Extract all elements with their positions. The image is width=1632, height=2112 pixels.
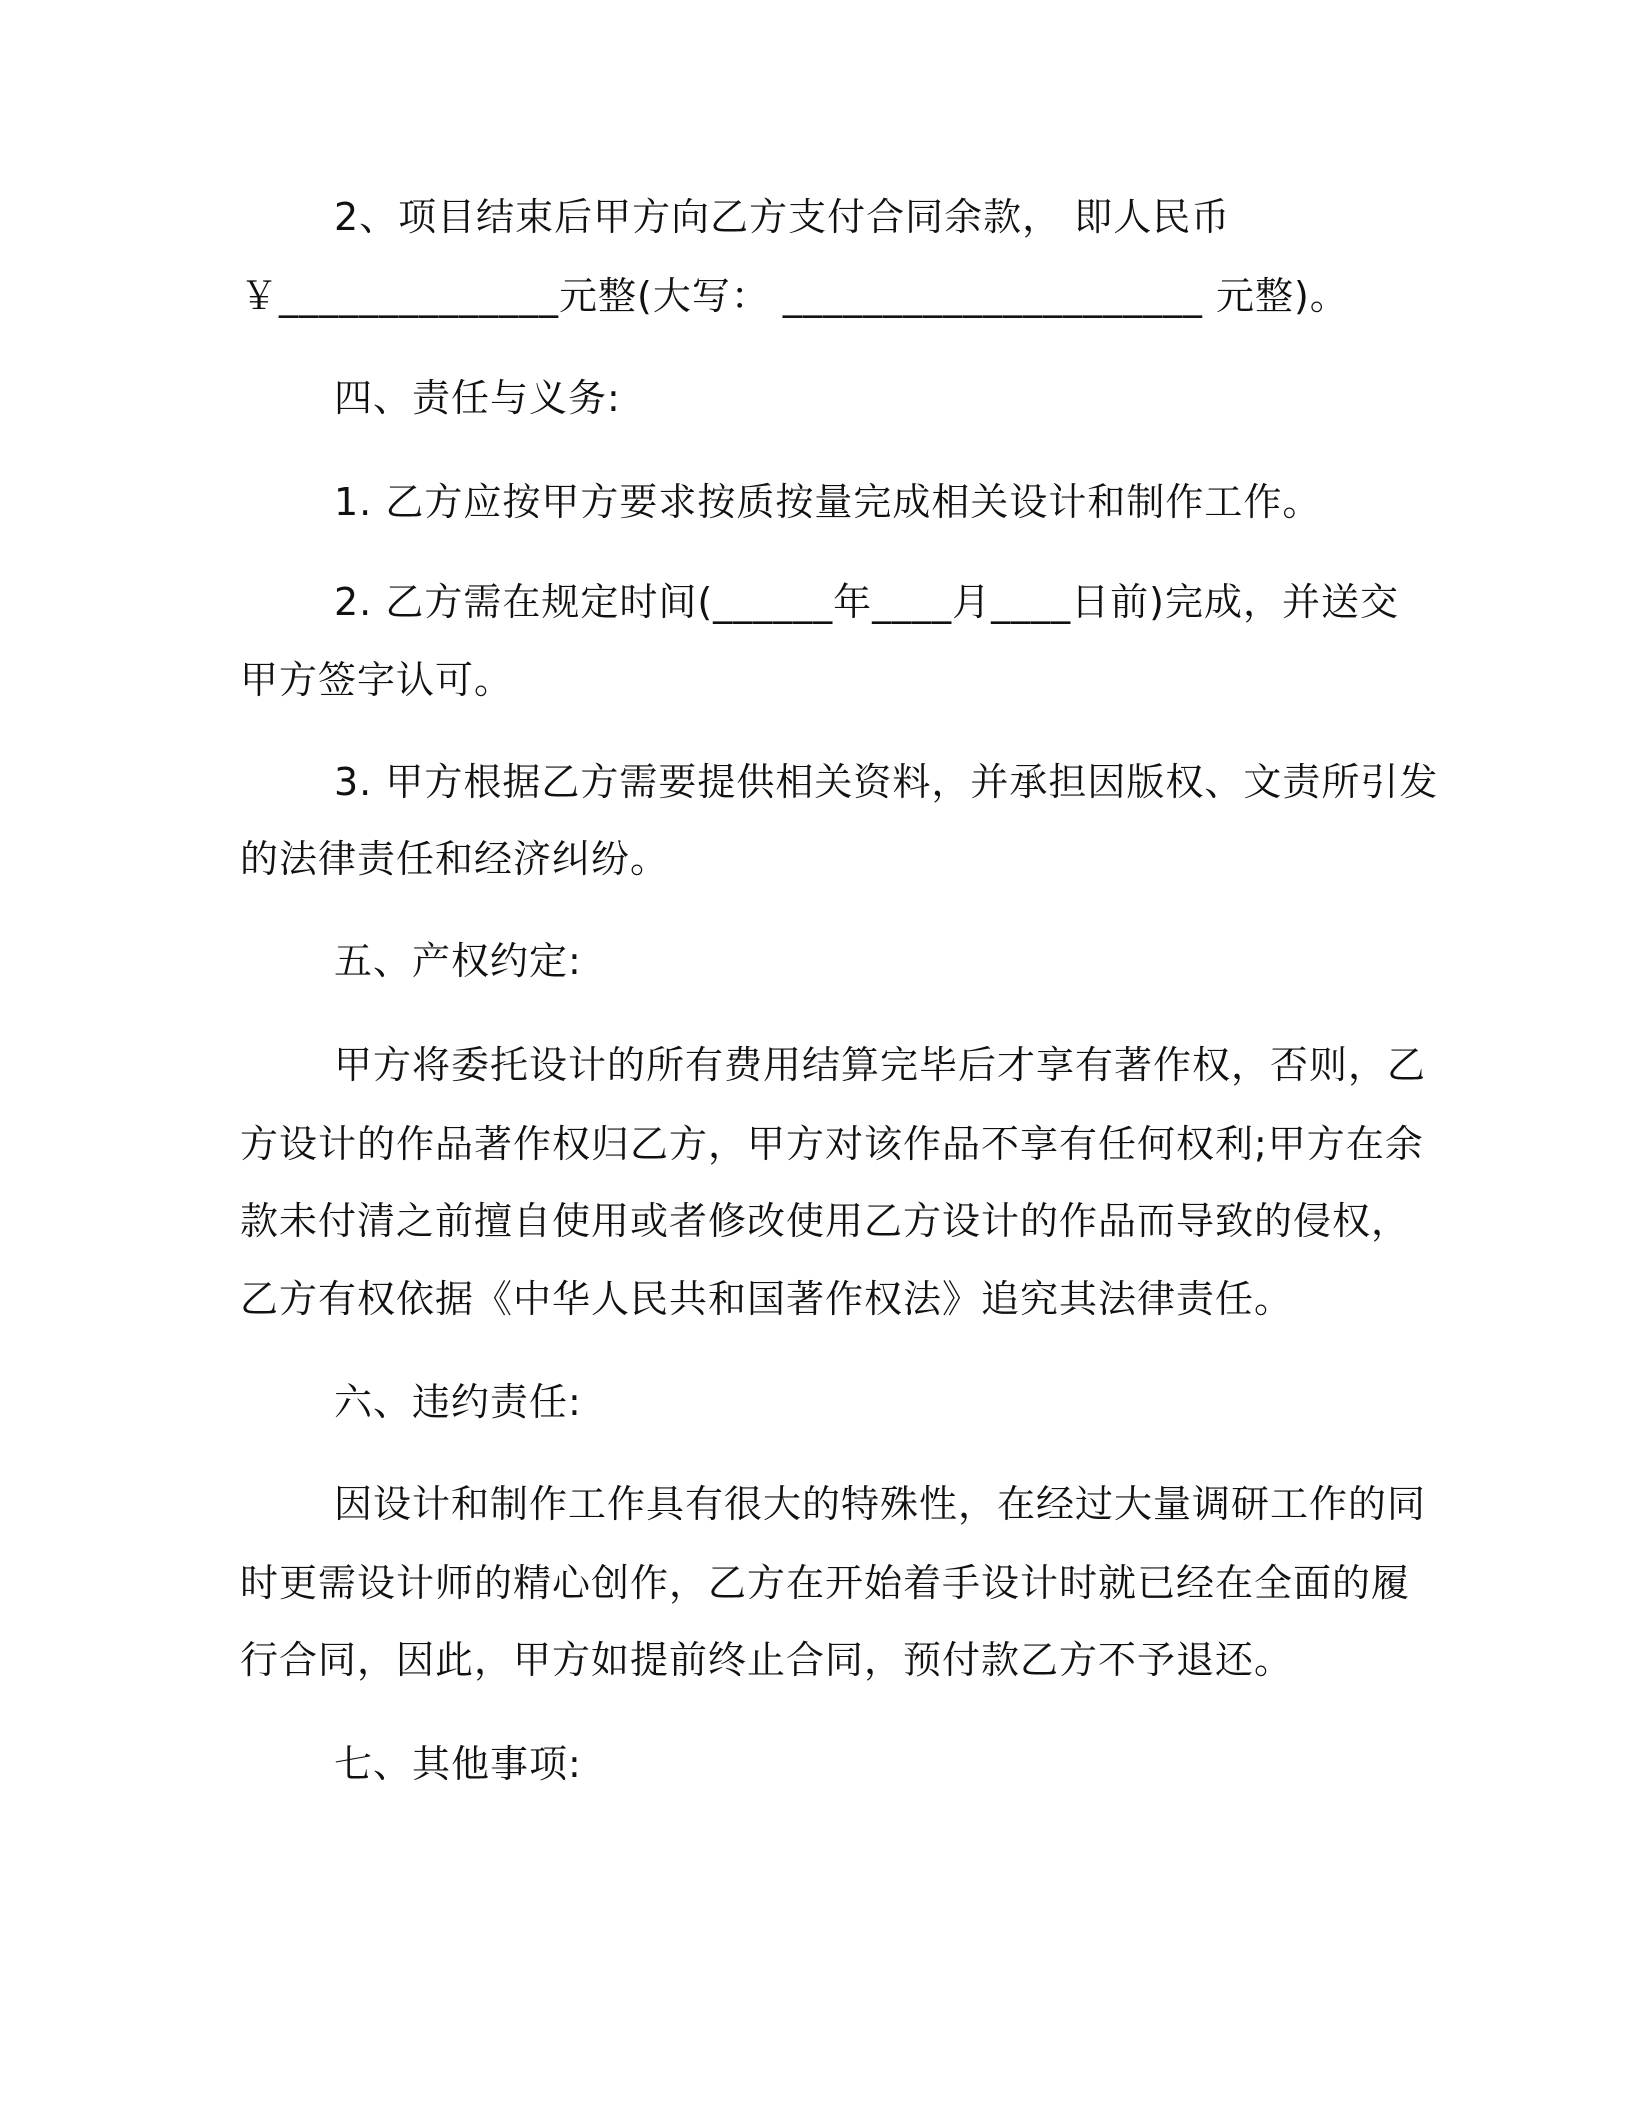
section-6-para-line-3: 行合同，因此，甲方如提前终止合同，预付款乙方不予退还。 xyxy=(240,1638,1294,1682)
section-6-heading: 六、违约责任: xyxy=(334,1380,582,1424)
section-4-item-3-line-2: 的法律责任和经济纠纷。 xyxy=(240,837,670,881)
section-4-heading: 四、责任与义务: xyxy=(334,376,621,420)
section-5-para-line-3: 款未付清之前擅自使用或者修改使用乙方设计的作品而导致的侵权， xyxy=(240,1199,1411,1243)
payment-item-2-line-1: 2、项目结束后甲方向乙方支付合同余款， 即人民币 xyxy=(334,195,1231,239)
section-5-para-line-4: 乙方有权依据《中华人民共和国著作权法》追究其法律责任。 xyxy=(240,1277,1294,1321)
section-5-heading: 五、产权约定: xyxy=(334,939,582,983)
section-5-para-line-1: 甲方将委托设计的所有费用结算完毕后才享有著作权，否则，乙 xyxy=(334,1043,1427,1087)
section-4-item-2-line-1: 2. 乙方需在规定时间(______年____月____日前)完成，并送交 xyxy=(334,580,1399,624)
section-5-para-line-2: 方设计的作品著作权归乙方，甲方对该作品不享有任何权利;甲方在余 xyxy=(240,1122,1424,1166)
section-6-para-line-2: 时更需设计师的精心创作，乙方在开始着手设计时就已经在全面的履 xyxy=(240,1561,1411,1605)
payment-item-2-line-2: ￥______________元整(大写： _____________________ 元整)。 xyxy=(240,274,1349,318)
section-4-item-1: 1. 乙方应按甲方要求按质按量完成相关设计和制作工作。 xyxy=(334,480,1322,524)
section-4-item-3-line-1: 3. 甲方根据乙方需要提供相关资料，并承担因版权、文责所引发 xyxy=(334,760,1439,804)
section-4-item-2-line-2: 甲方签字认可。 xyxy=(240,658,514,702)
section-7-heading: 七、其他事项: xyxy=(334,1742,582,1786)
section-6-para-line-1: 因设计和制作工作具有很大的特殊性，在经过大量调研工作的同 xyxy=(334,1482,1427,1526)
